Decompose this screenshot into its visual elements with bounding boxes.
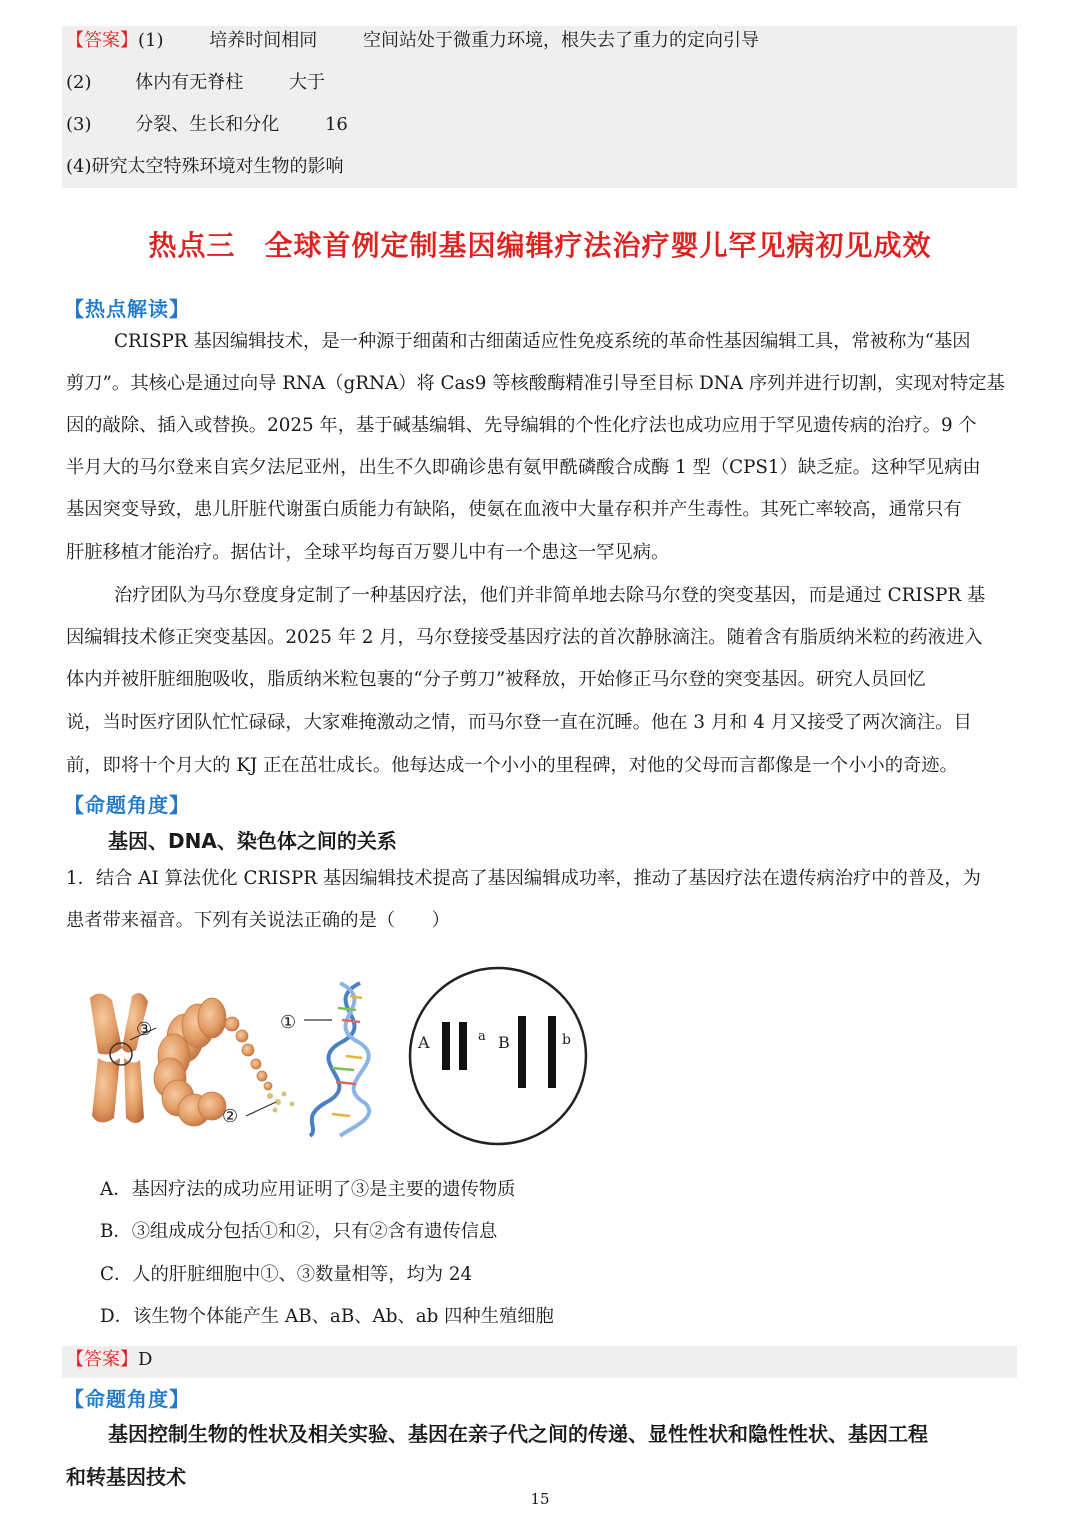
paragraph-2-line-5: 前，即将十个月大的 KJ 正在茁壮成长。他每达成一个小小的里程碑，对他的父母而言都像是一个小小的奇迹。	[66, 755, 958, 776]
gene-label-b: b	[562, 1032, 571, 1048]
section-angle-heading-2: 【命题角度】	[64, 1387, 190, 1411]
paragraph-1-line-6: 肝脏移植才能治疗。据估计，全球平均每百万婴儿中有一个患这一罕见病。	[66, 542, 670, 563]
histone-dots	[267, 1092, 295, 1113]
chromosome-x-shape	[90, 993, 148, 1123]
option-b: B．③组成成分包括①和②，只有②含有遗传信息	[100, 1221, 498, 1242]
gene-label-a: a	[478, 1029, 486, 1044]
answer-line-4: (4)研究太空特殊环境对生物的影响	[66, 156, 344, 177]
paragraph-2-line-1: 治疗团队为马尔登度身定制了一种基因疗法，他们并非简单地去除马尔登的突变基因，而是通过 CRISPR 基	[114, 585, 986, 606]
cell-chromosome-figure	[406, 964, 590, 1148]
paragraph-1-line-5: 基因突变导致，患儿肝脏代谢蛋白质能力有缺陷，使氨在血液中大量存积并产生毒性。其死亡率较高，通常只有	[66, 499, 962, 520]
subtopic-2-line-2: 和转基因技术	[66, 1465, 186, 1489]
answer-value: D	[138, 1349, 153, 1370]
question-line-2: 患者带来福音。下列有关说法正确的是（ ）	[66, 910, 450, 931]
subtopic-1: 基因、DNA、染色体之间的关系	[108, 829, 397, 853]
answer-line-2: (2) 体内有无脊柱 大于	[66, 72, 325, 93]
section-angle-heading-1: 【命题角度】	[64, 793, 190, 817]
paragraph-1-line-3: 因的敲除、插入或替换。2025 年，基于碱基编辑、先导编辑的个性化疗法也成功应用于罕见遗传病的治疗。9 个	[66, 415, 977, 436]
label-mark-3: ③	[136, 1019, 153, 1040]
option-d: D．该生物个体能产生 AB、aB、Ab、ab 四种生殖细胞	[100, 1306, 554, 1327]
gene-label-B: B	[498, 1033, 510, 1052]
label-mark-2: ②	[222, 1106, 239, 1127]
paragraph-1-line-4: 半月大的马尔登来自宾夕法尼亚州，出生不久即确诊患有氨甲酰磷酸合成酶 1 型（CPS1）缺乏症。这种罕见病由	[66, 457, 981, 478]
label-mark-1: ①	[280, 1012, 297, 1033]
answer-line-1: 【答案】(1) 培养时间相同 空间站处于微重力环境，根失去了重力的定向引导	[66, 30, 759, 51]
answer-label-2: 【答案】	[66, 1349, 138, 1370]
gene-label-A: A	[418, 1033, 430, 1052]
answer-label: 【答案】	[66, 30, 138, 51]
dna-helix	[310, 983, 369, 1136]
subtopic-2-line-1: 基因控制生物的性状及相关实验、基因在亲子代之间的传递、显性性状和隐性性状、基因工程	[108, 1422, 928, 1446]
page-number: 15	[530, 1490, 550, 1508]
answer-line-final	[66, 1348, 152, 1372]
option-a: A．基因疗法的成功应用证明了③是主要的遗传物质	[100, 1179, 516, 1200]
chromosome-dna-figure	[70, 978, 400, 1138]
chromatin-coil	[154, 998, 272, 1126]
paragraph-2-line-4: 说，当时医疗团队忙忙碌碌，大家难掩激动之情，而马尔登一直在沉睡。他在 3 月和 4 月又接受了两次滴注。目	[66, 712, 972, 733]
section-interpret-heading: 【热点解读】	[64, 297, 190, 321]
paragraph-1-line-1: CRISPR 基因编辑技术，是一种源于细菌和古细菌适应性免疫系统的革命性基因编辑工具，常被称为“基因	[114, 331, 971, 352]
paragraph-2-line-3: 体内并被肝脏细胞吸收，脂质纳米粒包裹的“分子剪刀”被释放，开始修正马尔登的突变基因。研究人员回忆	[66, 669, 926, 690]
option-c: C．人的肝脏细胞中①、③数量相等，均为 24	[100, 1264, 473, 1285]
hotspot-title: 热点三 全球首例定制基因编辑疗法治疗婴儿罕见病初见成效	[148, 229, 932, 262]
question-line-1: 1．结合 AI 算法优化 CRISPR 基因编辑技术提高了基因编辑成功率，推动了基因疗法在遗传病治疗中的普及，为	[66, 868, 981, 889]
paragraph-1-line-2: 剪刀”。其核心是通过向导 RNA（gRNA）将 Cas9 等核酸酶精准引导至目标 DNA 序列并进行切割，实现对特定基	[66, 373, 1005, 394]
paragraph-2-line-2: 因编辑技术修正突变基因。2025 年 2 月，马尔登接受基因疗法的首次静脉滴注。随着含有脂质纳米粒的药液进入	[66, 627, 983, 648]
answer-line-3: (3) 分裂、生长和分化 16	[66, 114, 348, 135]
answer-box-2	[62, 1346, 1017, 1378]
